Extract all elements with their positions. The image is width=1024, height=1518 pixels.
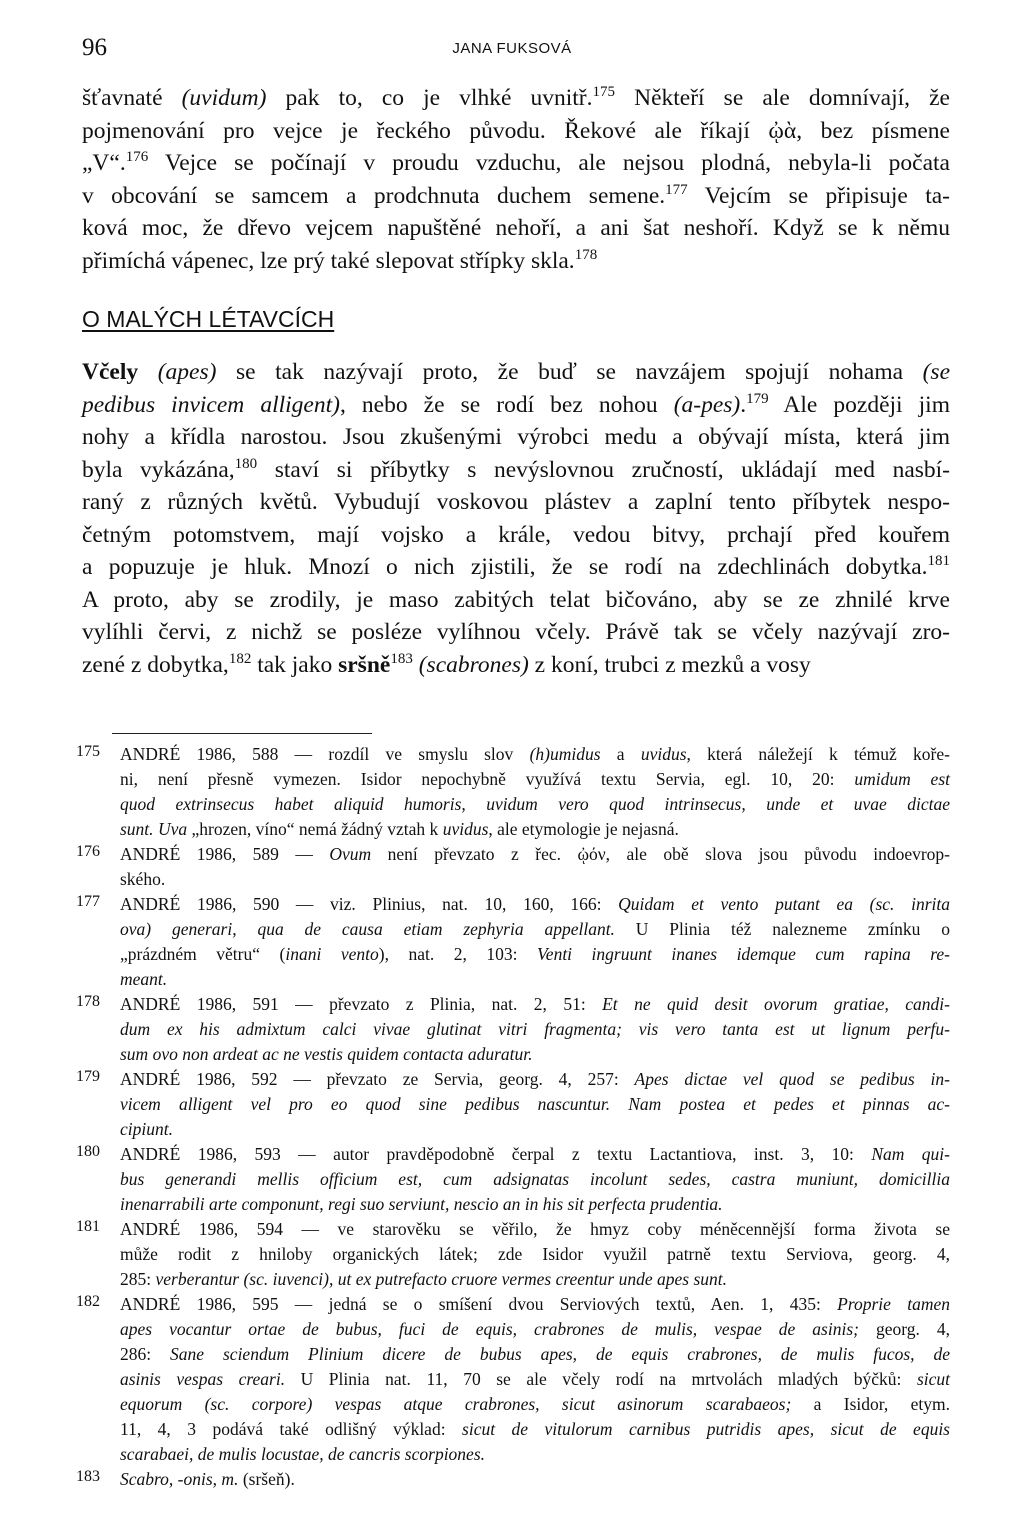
latin-quote: scarabaei, de mulis locustae, de cancris scorpiones. bbox=[120, 1444, 486, 1464]
latin-quote: Scabro, -onis, m. bbox=[120, 1469, 239, 1489]
footnote bbox=[76, 1217, 950, 1292]
text-span: georg. 4, bbox=[858, 1319, 951, 1339]
text-span: a Isidor, etym. bbox=[791, 1394, 950, 1414]
footnote-line bbox=[120, 842, 950, 867]
text-span: Někteří se ale domnívají, že bbox=[615, 85, 950, 111]
footnote-line bbox=[120, 1217, 950, 1242]
latin-quote: ova) generari, qua de causa etiam zephyria appellant. bbox=[120, 919, 615, 939]
footnote-ref[interactable]: 182 bbox=[228, 650, 252, 667]
latin-term: (a-pes) bbox=[673, 391, 741, 418]
text-span: ského. bbox=[120, 869, 166, 889]
text-span: ANDRÉ 1986, 595 — jedná se o smíšení dvou Serviových textů, Aen. 1, 435: bbox=[120, 1294, 838, 1314]
latin-quote: equorum (sc. corpore) vespas atque crabrones, sicut asinorum scarabaeos; bbox=[120, 1394, 792, 1414]
text-span: ni, není přesně vymezen. Isidor nepochybně využívá textu Servia, egl. 10, 20: bbox=[120, 769, 855, 789]
latin-quote: meant. bbox=[120, 969, 168, 989]
text-span: , která náležejí k témuž koře- bbox=[686, 744, 950, 764]
text-span: ANDRÉ 1986, 588 — rozdíl ve smyslu slov bbox=[120, 744, 530, 764]
text-span bbox=[138, 359, 158, 385]
footnote-line bbox=[120, 1417, 950, 1442]
footnote-number: 181 bbox=[76, 1218, 100, 1235]
latin-quote: asinis vespas creari. bbox=[120, 1369, 286, 1389]
text-span: ANDRÉ 1986, 593 — autor pravděpodobně čerpal z textu Lactantiova, inst. 3, 10: bbox=[120, 1144, 872, 1164]
text-span: 285: bbox=[120, 1269, 156, 1289]
page-number: 96 bbox=[82, 34, 107, 61]
latin-quote: sicut bbox=[916, 1369, 951, 1389]
footnote-line bbox=[120, 1042, 950, 1067]
text-line: nohy a křídla narostou. Jsou zkušenými výrobci medu a obývají místa, která jim bbox=[82, 424, 950, 450]
footnote-divider bbox=[112, 733, 372, 734]
latin-quote: dum ex his admixtum calci vivae glutinat vitri fragmenta; vis vero tanta est ut lignum perfu- bbox=[120, 1019, 950, 1039]
latin-quote: Et ne quid desit ovorum gratiae, candi- bbox=[602, 994, 950, 1014]
footnote-line bbox=[120, 792, 950, 817]
text-span: zené z dobytka, bbox=[82, 651, 229, 678]
footnote-number: 177 bbox=[76, 893, 100, 910]
footnote-line bbox=[120, 1442, 950, 1467]
latin-term: (se bbox=[922, 359, 950, 385]
latin-quote: apes vocantur ortae de bubus, fuci de equis, crabrones de mulis, vespae de asinis; bbox=[120, 1319, 859, 1339]
text-line bbox=[82, 454, 950, 487]
latin-quote: sicut de vitulorum carnibus putridis apes, sicut de equis bbox=[462, 1419, 950, 1439]
text-span: , ale etymologie je nejasná. bbox=[488, 819, 679, 839]
latin-term: pedibus invicem alligent) bbox=[82, 391, 340, 418]
text-span: , nebo že se rodí bez nohou bbox=[339, 391, 674, 418]
text-span: ANDRÉ 1986, 591 — převzato z Plinia, nat. 2, 51: bbox=[120, 994, 603, 1014]
footnote-line bbox=[120, 817, 950, 842]
footnote-line bbox=[120, 1242, 950, 1267]
footnote-line bbox=[120, 1317, 950, 1342]
text-line bbox=[82, 180, 950, 213]
text-line bbox=[82, 389, 950, 422]
latin-quote: uvidus bbox=[442, 819, 489, 839]
latin-quote: sum ovo non ardeat ac ne vestis quidem contacta aduratur. bbox=[120, 1044, 533, 1064]
footnote-line bbox=[120, 1017, 950, 1042]
section-heading: O MALÝCH LÉTAVCÍCH bbox=[82, 306, 335, 332]
footnote-line bbox=[120, 1092, 950, 1117]
latin-quote: cipiunt. bbox=[120, 1119, 173, 1139]
latin-quote: verberantur (sc. iuvenci), ut ex putrefacto cruore vermes creentur unde apes sunt. bbox=[155, 1269, 728, 1289]
text-span: pak to, co je vlhké uvnitř. bbox=[266, 85, 593, 111]
text-span: Vejce se počínají v proudu vzduchu, ale nejsou plodná, nebyla-li počata bbox=[148, 150, 950, 176]
footnote-line bbox=[120, 992, 950, 1017]
footnote-number: 183 bbox=[76, 1468, 100, 1485]
latin-quote: inenarrabili arte componunt, regi suo serviunt, nescio an in his sit perfecta prudentia. bbox=[120, 1194, 723, 1214]
latin-quote: sunt. bbox=[120, 819, 154, 839]
text-span: může rodit z hniloby organických látek; zde Isidor využil patrně textu Serviova, georg. 4, bbox=[120, 1244, 950, 1264]
text-span: Vejcím se připisuje ta- bbox=[687, 182, 950, 209]
latin-quote: Uva bbox=[157, 819, 188, 839]
text-span: . bbox=[740, 391, 747, 418]
footnote-ref[interactable]: 175 bbox=[592, 84, 616, 100]
footnote-line bbox=[120, 1117, 950, 1142]
footnote-number: 178 bbox=[76, 993, 100, 1010]
text-span: není převzato z řec. ᾠόν, ale obě slova jsou původu indoevrop- bbox=[371, 844, 950, 864]
text-span: a popuzuje je hluk. Mnozí o nich zjistili, že se rodí na zdechlinách dobytka. bbox=[82, 554, 928, 580]
footnote bbox=[76, 992, 950, 1067]
footnote-line bbox=[120, 867, 950, 892]
footnote-ref[interactable]: 179 bbox=[746, 390, 769, 407]
text-span: ANDRÉ 1986, 592 — převzato ze Servia, georg. 4, 257: bbox=[120, 1069, 635, 1089]
footnote-line bbox=[120, 942, 950, 967]
footnotes bbox=[76, 742, 950, 1492]
footnote-number: 176 bbox=[76, 843, 100, 860]
footnote-ref[interactable]: 177 bbox=[665, 181, 688, 198]
text-span: „prázdném větru“ ( bbox=[120, 944, 286, 964]
footnote-ref[interactable]: 181 bbox=[927, 553, 950, 569]
footnote-line bbox=[120, 1367, 950, 1392]
text-line: pojmenování pro vejce je řeckého původu. Řekové ale říkají ᾠὰ, bez písmene bbox=[82, 117, 950, 144]
footnote-ref[interactable]: 180 bbox=[234, 455, 258, 472]
text-span: v obcování se samcem a prodchnuta duchem semene. bbox=[82, 182, 666, 209]
text-span: „hrozen, víno“ nemá žádný vztah k bbox=[187, 819, 443, 839]
footnote-line bbox=[120, 742, 950, 767]
running-head: JANA FUKSOVÁ bbox=[452, 40, 572, 57]
footnote-line bbox=[120, 1342, 950, 1367]
text-line bbox=[82, 147, 950, 180]
text-span: U Plinia též nalezneme zmínku o bbox=[614, 919, 950, 939]
footnote bbox=[76, 1292, 950, 1467]
latin-term: (apes) bbox=[157, 359, 217, 385]
footnote-line bbox=[120, 967, 950, 992]
footnote-line bbox=[120, 917, 950, 942]
footnote bbox=[76, 842, 950, 892]
text-span: byla vykázána, bbox=[82, 456, 235, 483]
text-span: ANDRÉ 1986, 594 — ve starověku se věřilo, že hmyz coby méněcennější forma života se bbox=[120, 1219, 950, 1239]
text-span: přimíchá vápenec, lze prý také slepovat střípky skla. bbox=[82, 247, 575, 274]
text-span: ANDRÉ 1986, 590 — viz. Plinius, nat. 10, 160, 166: bbox=[120, 894, 619, 914]
footnote-ref[interactable]: 178 bbox=[574, 246, 598, 263]
footnote bbox=[76, 1067, 950, 1142]
footnote-line bbox=[120, 1167, 950, 1192]
text-line bbox=[82, 356, 950, 389]
footnote-ref[interactable]: 183 bbox=[390, 650, 413, 667]
footnote-line bbox=[120, 1292, 950, 1317]
footnote-number: 175 bbox=[76, 743, 100, 760]
text-span: Ale později jim bbox=[768, 391, 950, 418]
text-span: 11, 4, 3 podává také odlišný výklad: bbox=[120, 1419, 463, 1439]
text-line bbox=[82, 649, 950, 682]
latin-term: (uvidum) bbox=[181, 85, 267, 111]
latin-quote: umidum est bbox=[854, 769, 951, 789]
latin-quote: uvidus bbox=[640, 744, 687, 764]
bold-term: Včely bbox=[82, 359, 139, 385]
footnote-number: 180 bbox=[76, 1143, 100, 1160]
text-span: ), nat. 2, 103: bbox=[378, 944, 538, 964]
latin-quote: inani vento bbox=[285, 944, 379, 964]
footnote-ref[interactable]: 176 bbox=[125, 149, 149, 165]
latin-quote: bus generandi mellis officium est, cum adsignatas incolunt sedes, castra muniunt, domicillia bbox=[120, 1169, 950, 1189]
text-span: U Plinia nat. 11, 70 se ale včely rodí na mrtvolách mladých býčků: bbox=[285, 1369, 917, 1389]
latin-term: (scabrones) bbox=[418, 651, 529, 678]
text-span: (sršeň). bbox=[238, 1469, 295, 1489]
latin-quote: Apes dictae vel quod se pedibus in- bbox=[634, 1069, 950, 1089]
text-span: a bbox=[600, 744, 641, 764]
footnote bbox=[76, 742, 950, 842]
bold-term: sršně bbox=[338, 651, 391, 678]
text-line bbox=[82, 82, 950, 115]
text-line: četným potomstvem, mají vojsko a krále, vedou bitvy, prchají před kouřem bbox=[82, 521, 950, 548]
latin-quote: Venti ingruunt inanes idemque cum rapina re- bbox=[537, 944, 951, 964]
footnote bbox=[76, 892, 950, 992]
text-line bbox=[82, 551, 950, 584]
paragraph-1 bbox=[82, 82, 950, 277]
footnote-number: 179 bbox=[76, 1068, 100, 1085]
footnote-line bbox=[120, 1467, 950, 1492]
footnote-line bbox=[120, 1267, 950, 1292]
text-line: A proto, aby se zrodily, je maso zabitých telat bičováno, aby se ze zhnilé krve bbox=[82, 586, 950, 613]
footnote-line bbox=[120, 892, 950, 917]
latin-quote: Sane sciendum Plinium dicere de bubus apes, de equis crabrones, de mulis fucos, de bbox=[170, 1344, 950, 1364]
text-span: 286: bbox=[120, 1344, 171, 1364]
latin-quote: Nam qui- bbox=[871, 1144, 950, 1164]
text-span: z koní, trubci z mezků a vosy bbox=[528, 651, 811, 678]
latin-quote: (h)umidus bbox=[529, 744, 601, 764]
latin-quote: vicem alligent vel pro eo quod sine pedibus nascuntur. Nam postea et pedes et pinnas ac- bbox=[120, 1094, 950, 1114]
footnote-line bbox=[120, 1067, 950, 1092]
page-header bbox=[82, 34, 942, 64]
text-line: raný z různých květů. Vybudují voskovou plástev a zaplní tento příbytek nespo- bbox=[82, 489, 950, 515]
latin-quote: Proprie tamen bbox=[837, 1294, 950, 1314]
footnote-number: 182 bbox=[76, 1293, 100, 1310]
footnote-line bbox=[120, 1142, 950, 1167]
text-line: ková moc, že dřevo vejcem napuštěné nehoří, a ani šat neshoří. Když se k němu bbox=[82, 215, 950, 241]
footnote bbox=[76, 1142, 950, 1217]
footnote-line bbox=[120, 1192, 950, 1217]
text-line: vylíhli červi, z nichž se posléze vylíhnou včely. Právě tak se včely nazývají zro- bbox=[82, 619, 950, 645]
text-span: se tak nazývají proto, že buď se navzájem spojují nohama bbox=[216, 359, 923, 385]
text-span: „V“. bbox=[82, 150, 126, 176]
text-span: tak jako bbox=[251, 651, 339, 678]
footnote-line bbox=[120, 1392, 950, 1417]
latin-quote: quod extrinsecus habet aliquid humoris, uvidum vero quod intrinsecus, unde et uvae dictae bbox=[120, 794, 950, 814]
text-span: ANDRÉ 1986, 589 — bbox=[120, 844, 330, 864]
paragraph-2 bbox=[82, 356, 950, 681]
latin-quote: Ovum bbox=[329, 844, 372, 864]
text-span: staví si příbytky s nevýslovnou zručností, ukládají med nasbí- bbox=[257, 456, 951, 483]
text-span: šťavnaté bbox=[82, 85, 182, 111]
latin-quote: Quidam et vento putant ea (sc. inrita bbox=[618, 894, 950, 914]
footnote-line bbox=[120, 767, 950, 792]
footnote bbox=[76, 1467, 950, 1492]
text-line bbox=[82, 245, 950, 278]
